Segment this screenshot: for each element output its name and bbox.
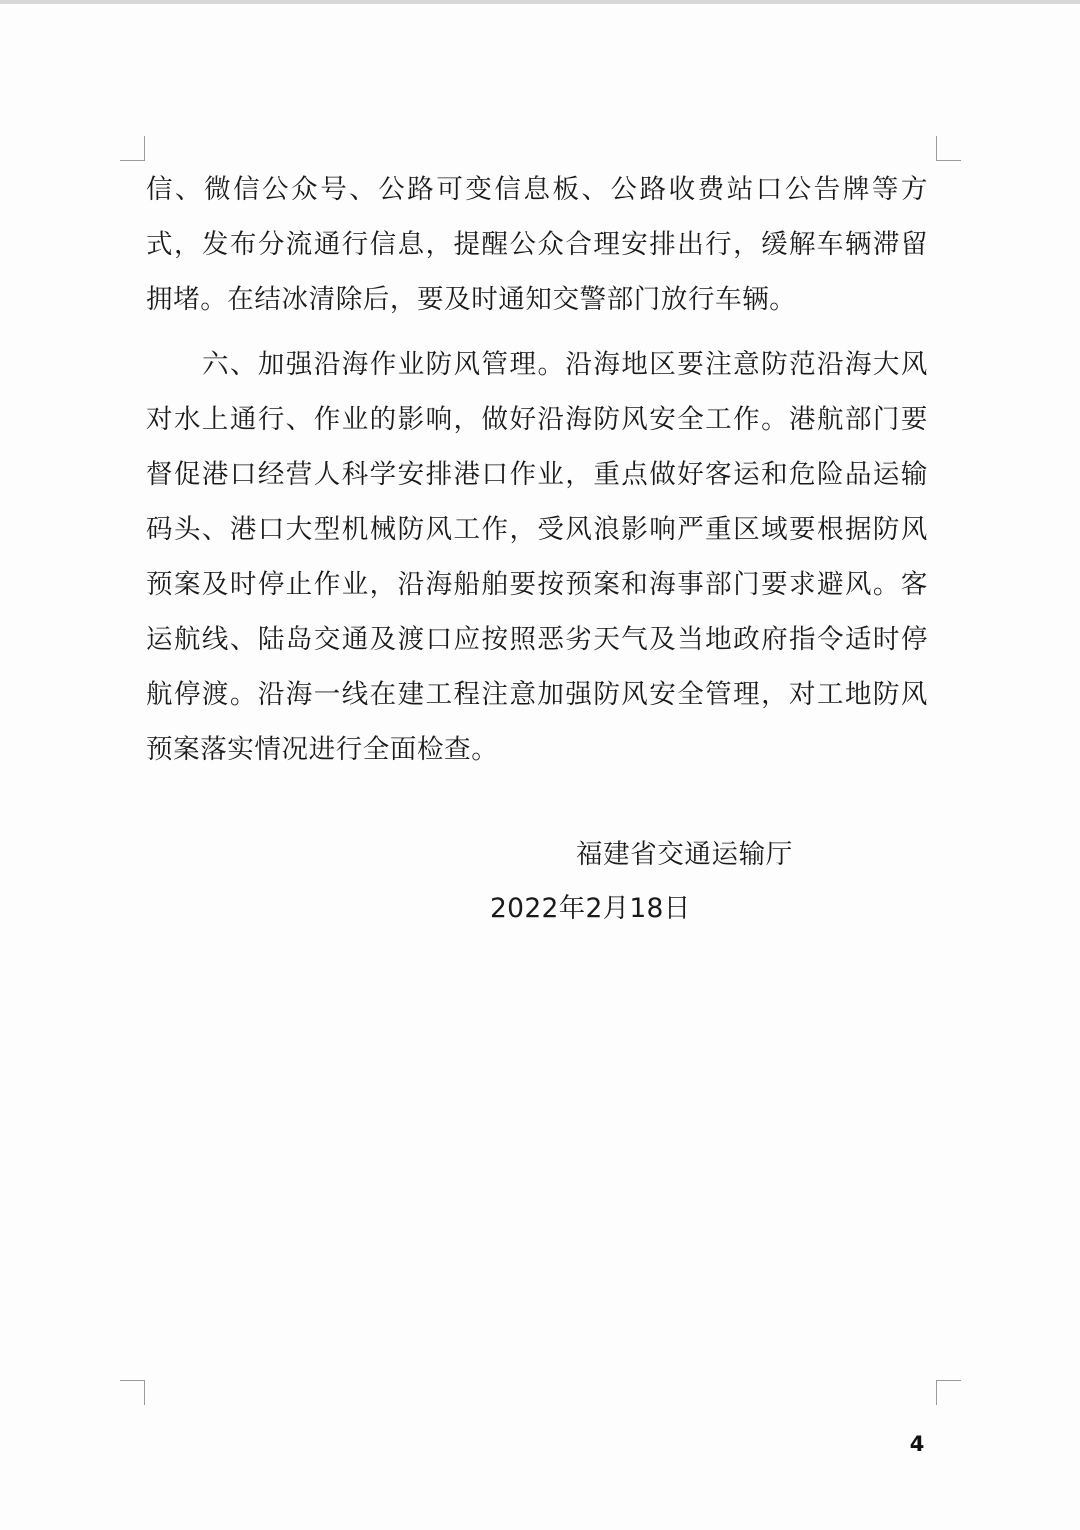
margin-corner-top-left <box>120 136 145 161</box>
body-paragraph-1: 信、微信公众号、公路可变信息板、公路收费站口公告牌等方式，发布分流通行信息，提醒公众合理安排出行，缓解车辆滞留拥堵。在结冰清除后，要及时通知交警部门放行车辆。 <box>146 174 928 315</box>
body-paragraph-2: 六、加强沿海作业防风管理。沿海地区要注意防范沿海大风对水上通行、作业的影响，做好沿海防风安全工作。港航部门要督促港口经营人科学安排港口作业，重点做好客运和危险品运输码头、港口大型机械防风工作，受风浪影响严重区域要根据防风预案及时停止作业，沿海船舶要按预案和海事部门要求避风。客运航线、陆岛交通及渡口应按照恶劣天气及当地政府指令适时停航停渡。沿海一线在建工程注意加强防风安全管理，对工地防风预案落实情况进行全面检查。 <box>146 349 928 765</box>
page-number: 4 <box>909 1432 925 1456</box>
margin-corner-bottom-right <box>936 1380 961 1405</box>
margin-corner-bottom-left <box>120 1380 145 1405</box>
issuer-signature: 福建省交通运输厅 <box>576 839 793 870</box>
margin-corner-top-right <box>936 136 961 161</box>
issue-date: 2022年2月18日 <box>490 893 691 924</box>
